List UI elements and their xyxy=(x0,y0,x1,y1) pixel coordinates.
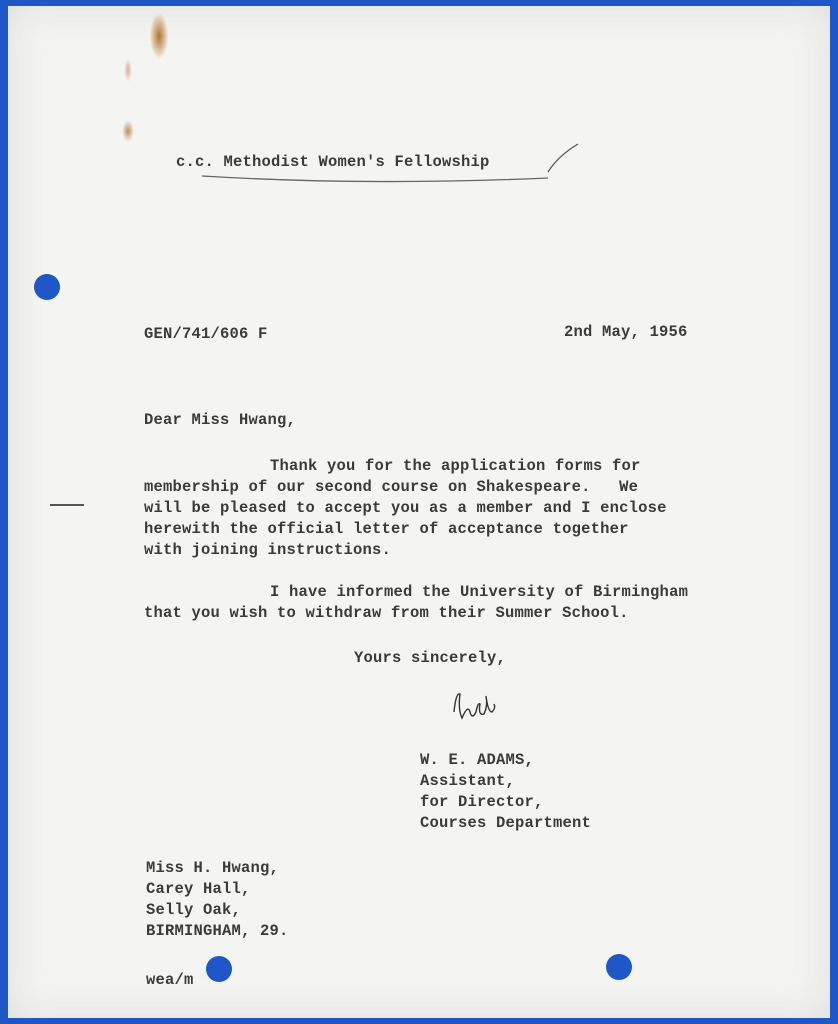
salutation: Dear Miss Hwang, xyxy=(144,411,297,429)
rust-stain xyxy=(122,120,134,142)
signatory-line: Courses Department xyxy=(420,814,592,832)
signatory-line: W. E. ADAMS, xyxy=(420,751,535,769)
punch-hole xyxy=(206,956,232,982)
letter-page xyxy=(8,6,830,1018)
body-line: herewith the official letter of acceptance together xyxy=(144,520,629,538)
body-line: with joining instructions. xyxy=(144,541,392,559)
cc-line: c.c. Methodist Women's Fellowship xyxy=(176,153,490,171)
body-line: Thank you for the application forms for xyxy=(270,457,641,475)
body-line: I have informed the University of Birmingham xyxy=(270,583,689,601)
letter-date: 2nd May, 1956 xyxy=(564,323,688,341)
handwritten-initials-signature xyxy=(446,682,506,728)
closing: Yours sincerely, xyxy=(354,649,507,667)
body-line: that you wish to withdraw from their Summer School. xyxy=(144,604,629,622)
address-line: BIRMINGHAM, 29. xyxy=(146,922,289,940)
rust-stain xyxy=(124,58,132,82)
typist-reference: wea/m xyxy=(146,971,194,989)
margin-mark xyxy=(50,504,84,506)
address-line: Selly Oak, xyxy=(146,901,242,919)
body-line: will be pleased to accept you as a member and I enclose xyxy=(144,499,667,517)
signatory-line: for Director, xyxy=(420,793,544,811)
reference-number: GEN/741/606 F xyxy=(144,325,268,343)
handwritten-underline xyxy=(198,136,588,188)
punch-hole xyxy=(34,274,60,300)
signatory-line: Assistant, xyxy=(420,772,516,790)
punch-hole xyxy=(606,954,632,980)
body-line: membership of our second course on Shakespeare. We xyxy=(144,478,639,496)
rust-stain xyxy=(150,14,168,58)
address-line: Carey Hall, xyxy=(146,880,251,898)
address-line: Miss H. Hwang, xyxy=(146,859,280,877)
